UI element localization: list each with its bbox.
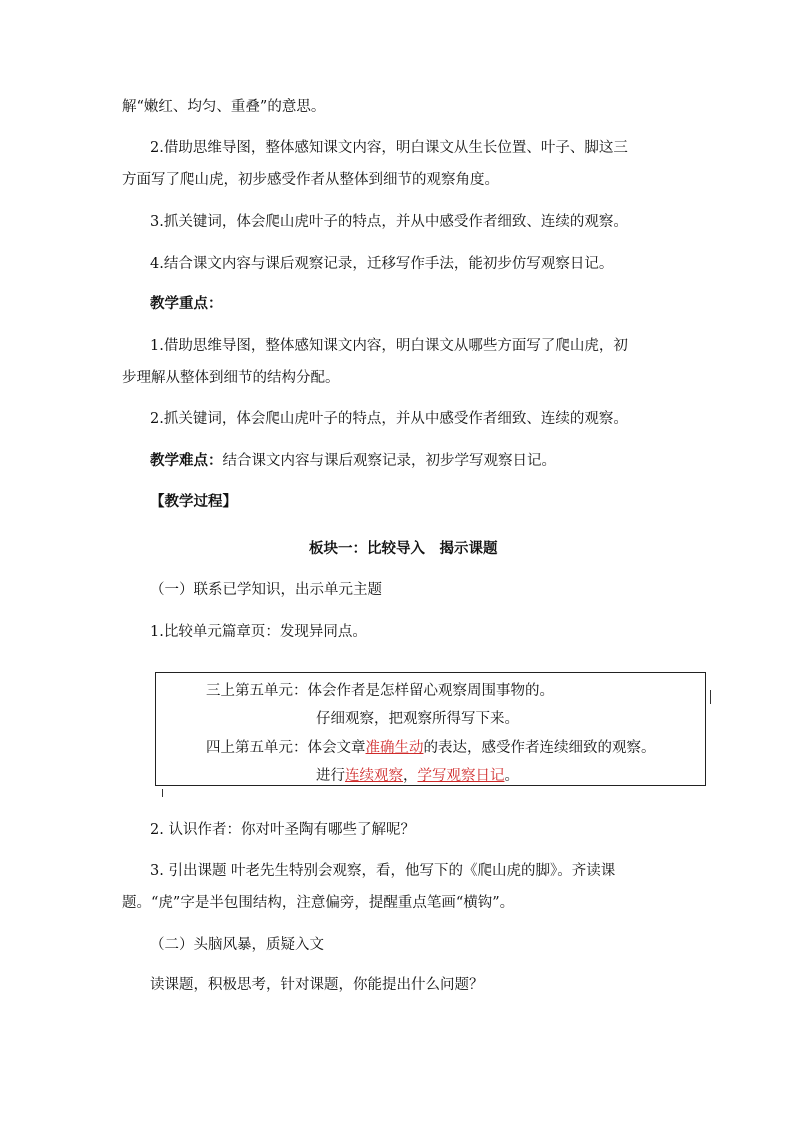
text-line: 题。“虎”字是半包围结构，注意偏旁，提醒重点笔画“横钩”。 bbox=[122, 895, 515, 911]
text-line: 3. 引出课题 叶老先生特别会观察，看，他写下的《爬山虎的脚》。齐读课 bbox=[150, 863, 616, 879]
highlight-text: 连续观察 bbox=[345, 768, 403, 784]
box-row bbox=[206, 738, 656, 758]
row-text: 。 bbox=[504, 768, 519, 784]
text-line: 1.借助思维导图，整体感知课文内容，明白课文从哪些方面写了爬山虎，初 bbox=[150, 338, 628, 354]
text-cursor-mark bbox=[710, 690, 711, 704]
text-line: 3.抓关键词，体会爬山虎叶子的特点，并从中感受作者细致、连续的观察。 bbox=[150, 214, 628, 230]
row-text: 体会文章 bbox=[307, 740, 366, 756]
text-line: 2.抓关键词，体会爬山虎叶子的特点，并从中感受作者细致、连续的观察。 bbox=[150, 411, 628, 427]
text-line: 4.结合课文内容与课后观察记录，迁移写作手法，能初步仿写观察日记。 bbox=[150, 256, 614, 272]
text-line: 方面写了爬山虎，初步感受作者从整体到细节的观察角度。 bbox=[122, 172, 499, 188]
difficulty-text: 结合课文内容与课后观察记录，初步学写观察日记。 bbox=[222, 453, 556, 469]
row-label: 三上第五单元： bbox=[206, 683, 308, 699]
highlight-text: 准确生动 bbox=[365, 740, 424, 756]
row-text: 体会作者是怎样留心观察周围事物的。 bbox=[307, 683, 554, 699]
row-text: 的表达，感受作者连续细致的观察。 bbox=[423, 740, 656, 756]
highlight-text: 学写观察日记 bbox=[417, 768, 505, 784]
text-line: 步理解从整体到细节的结构分配。 bbox=[122, 370, 340, 386]
text-line: （二）头脑风暴，质疑入文 bbox=[150, 937, 324, 953]
section-heading: 教学难点： bbox=[150, 452, 223, 469]
section-heading: 教学重点： bbox=[150, 295, 223, 312]
box-row bbox=[316, 766, 519, 786]
row-text: 仔细观察，把观察所得写下来。 bbox=[316, 711, 519, 727]
block-title: 板块一：比较导入 揭示课题 bbox=[309, 540, 498, 557]
text-line: 读课题，积极思考，针对课题，你能提出什么问题？ bbox=[150, 977, 484, 993]
text-line: （一）联系已学知识，出示单元主题 bbox=[150, 582, 382, 598]
box-row bbox=[206, 681, 554, 701]
comparison-box bbox=[155, 672, 706, 786]
text-line: 解“嫩红、均匀、重叠”的意思。 bbox=[122, 99, 326, 115]
text-line: 1.比较单元篇章页：发现异同点。 bbox=[150, 624, 367, 640]
text-line: 2. 认识作者：你对叶圣陶有哪些了解呢？ bbox=[150, 822, 415, 838]
row-text: 进行 bbox=[316, 768, 345, 784]
text-cursor-mark bbox=[162, 789, 163, 797]
box-row bbox=[316, 709, 519, 729]
text-line: 2.借助思维导图，整体感知课文内容，明白课文从生长位置、叶子、脚这三 bbox=[150, 140, 628, 156]
process-heading: 【教学过程】 bbox=[150, 493, 237, 510]
difficulty-line bbox=[150, 451, 556, 471]
row-label: 四上第五单元： bbox=[206, 740, 308, 756]
row-text: ， bbox=[403, 768, 418, 784]
